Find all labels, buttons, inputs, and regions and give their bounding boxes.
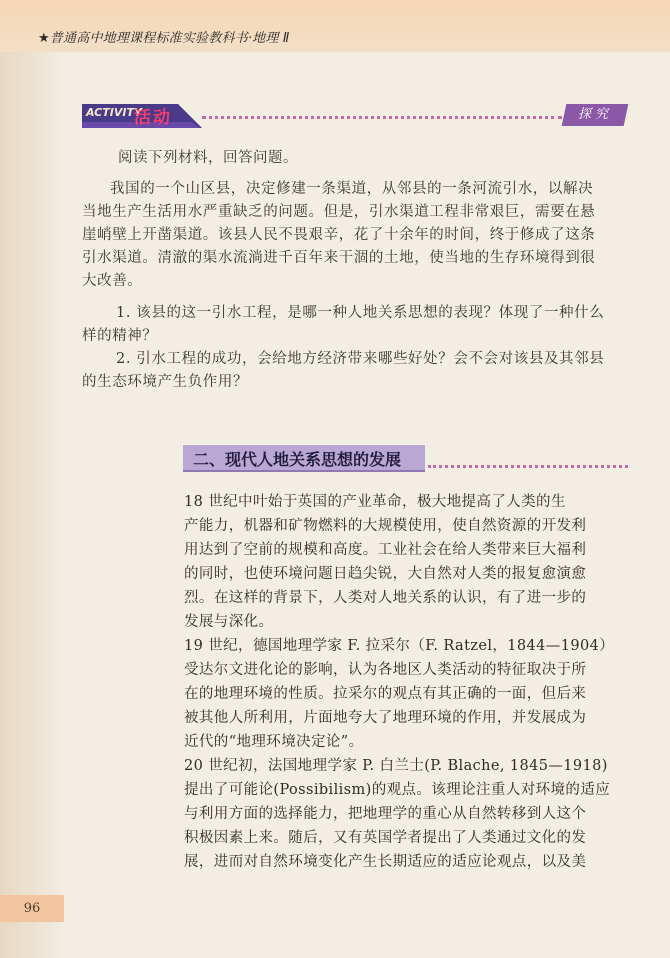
question-2-line-1: 2. 引水工程的成功，会给地方经济带来哪些好处？会不会对该县及其邻县 xyxy=(116,351,605,367)
body-line: 的同时，也使环境问题日趋尖锐，大自然对人类的报复愈演愈 xyxy=(184,566,587,582)
body-line: 产能力，机器和矿物燃料的大规模使用，使自然资源的开发利 xyxy=(184,518,587,534)
body-line: 20 世纪初，法国地理学家 P. 白兰士(P. Blache, 1845—1918) xyxy=(184,758,608,774)
activity-badge xyxy=(82,102,202,130)
activity-dotted-rule xyxy=(202,116,562,119)
body-line: 18 世纪中叶始于英国的产业革命，极大地提高了人类的生 xyxy=(184,494,566,510)
activity-badge-en: ACTIVITY xyxy=(86,106,142,119)
material-line: 引水渠道。清澈的渠水流淌进千百年来干涸的土地，使当地的生存环境得到很 xyxy=(82,250,596,266)
left-margin-strip xyxy=(0,52,66,958)
activity-badge-cn: 活动 xyxy=(134,108,172,128)
section-dotted-rule xyxy=(428,465,628,468)
activity-prompt: 阅读下列材料，回答问题。 xyxy=(118,150,298,166)
page-number: 96 xyxy=(0,895,64,922)
question-1-line-2: 样的精神？ xyxy=(82,328,158,344)
question-2-line-2: 的生态环境产生负作用？ xyxy=(82,374,249,390)
body-line: 被其他人所利用，片面地夸大了地理环境的作用，并发展成为 xyxy=(184,710,587,726)
body-line: 积极因素上来。随后，又有英国学者提出了人类通过文化的发 xyxy=(184,830,587,846)
material-line: 大改善。 xyxy=(82,273,143,289)
body-line: 19 世纪，德国地理学家 F. 拉采尔（F. Ratzel，1844—1904） xyxy=(184,638,615,654)
book-series-title: ★普通高中地理课程标准实验教科书·地理 Ⅱ xyxy=(38,31,290,46)
body-line: 用达到了空前的规模和高度。工业社会在给人类带来巨大福利 xyxy=(184,542,587,558)
body-line: 近代的“地理环境决定论”。 xyxy=(184,734,364,750)
body-line: 发展与深化。 xyxy=(184,614,274,630)
material-line: 当地生产生活用水严重缺乏的问题。但是，引水渠道工程非常艰巨，需要在悬 xyxy=(82,204,596,220)
explore-tag xyxy=(562,104,629,126)
material-line: 崖峭壁上开凿渠道。该县人民不畏艰辛，花了十余年的时间，终于修成了这条 xyxy=(82,227,596,243)
explore-tag-label: 探究 xyxy=(577,107,612,122)
body-line: 与利用方面的选择能力，把地理学的重心从自然转移到人这个 xyxy=(184,806,587,822)
body-line: 展，进而对自然环境变化产生长期适应的适应论观点，以及美 xyxy=(184,854,587,870)
body-line: 提出了可能论(Possibilism)的观点。该理论注重人对环境的适应 xyxy=(184,782,611,798)
body-line: 受达尔文进化论的影响，认为各地区人类活动的特征取决于所 xyxy=(184,662,587,678)
material-line: 我国的一个山区县，决定修建一条渠道，从邻县的一条河流引水，以解决 xyxy=(110,181,594,197)
body-line: 在的地理环境的性质。拉采尔的观点有其正确的一面，但后来 xyxy=(184,686,587,702)
section-title: 二、现代人地关系思想的发展 xyxy=(193,450,402,469)
question-1-line-1: 1. 该县的这一引水工程，是哪一种人地关系思想的表现？体现了一种什么 xyxy=(116,305,605,321)
body-line: 烈。在这样的背景下，人类对人地关系的认识，有了进一步的 xyxy=(184,590,587,606)
